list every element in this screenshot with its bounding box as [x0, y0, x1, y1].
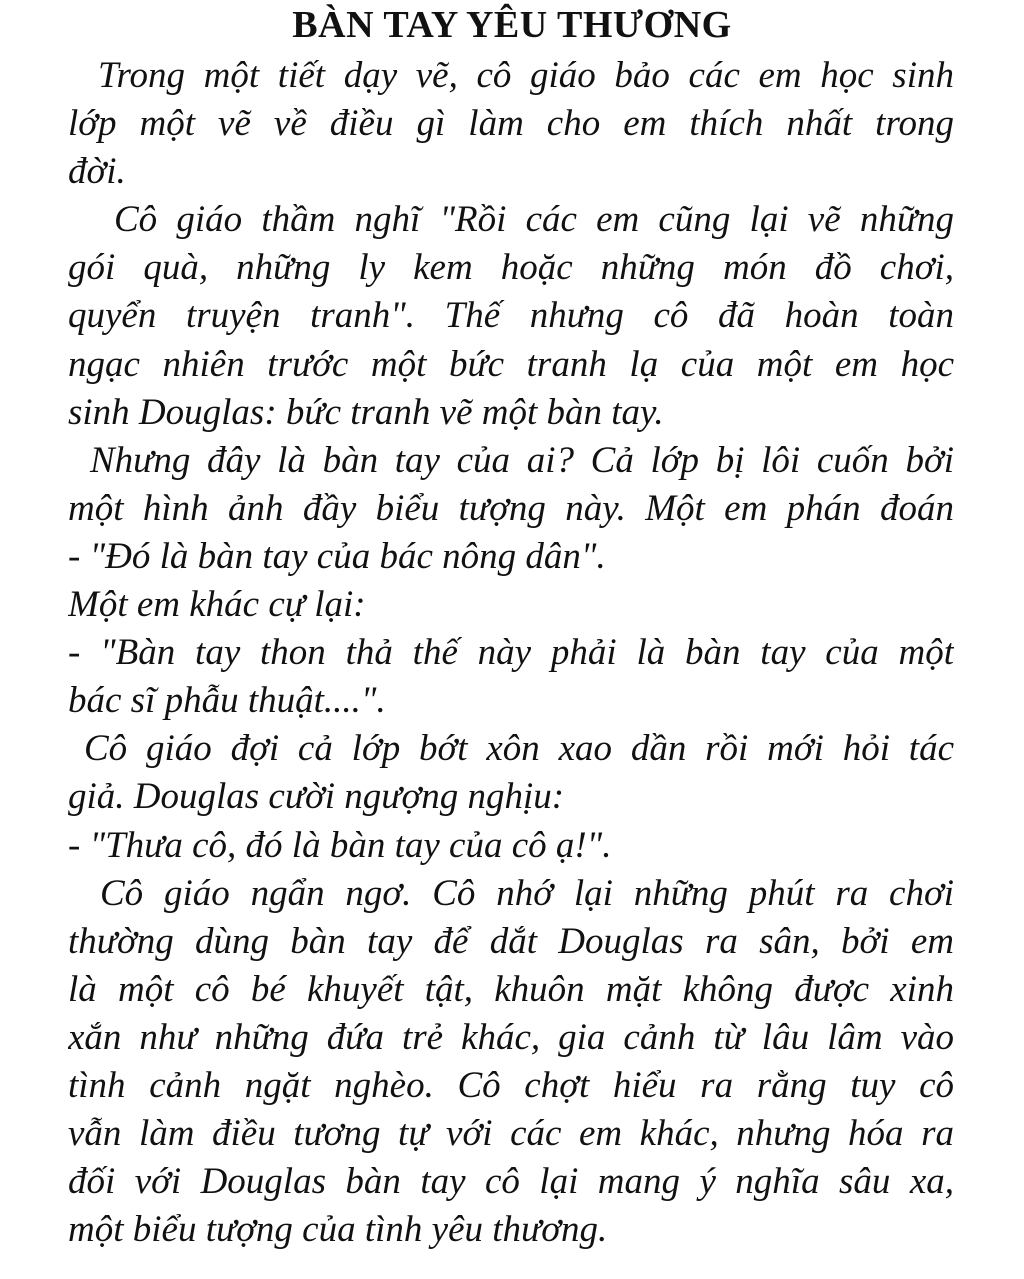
story-title: BÀN TAY YÊU THƯƠNG [292, 4, 732, 46]
text-line: ngạc nhiên trước một bức tranh lạ của một em học [68, 343, 954, 385]
text-line: Nhưng đây là bàn tay của ai? Cả lớp bị lôi cuốn bởi [90, 439, 954, 481]
text-line: bác sĩ phẫu thuật....". [68, 680, 386, 722]
text-line: Một em khác cự lại: [68, 584, 366, 626]
text-line: tình cảnh ngặt nghèo. Cô chợt hiểu ra rằng tuy cô [68, 1064, 954, 1106]
text-line: giả. Douglas cười ngượng nghịu: [68, 776, 565, 818]
cropped-next-line [440, 1272, 960, 1279]
text-line: gói quà, những ly kem hoặc những món đồ chơi, [68, 247, 954, 289]
text-line: vẫn làm điều tương tự với các em khác, nhưng hóa ra [68, 1113, 954, 1155]
text-line: - "Thưa cô, đó là bàn tay của cô ạ!". [68, 824, 612, 866]
text-line: quyển truyện tranh". Thế nhưng cô đã hoàn toàn [68, 295, 954, 337]
text-line: một biểu tượng của tình yêu thương. [68, 1209, 608, 1251]
text-line: một hình ảnh đầy biểu tượng này. Một em phán đoán [68, 487, 954, 529]
text-line: - "Bàn tay thon thả thế này phải là bàn tay của một [68, 632, 954, 674]
text-line: Cô giáo đợi cả lớp bớt xôn xao dần rồi mới hỏi tác [84, 728, 954, 770]
text-line: đời. [68, 151, 126, 193]
text-line: thường dùng bàn tay để dắt Douglas ra sân, bởi em [68, 920, 954, 962]
text-line: lớp một vẽ về điều gì làm cho em thích nhất trong [68, 103, 954, 145]
text-line: xắn như những đứa trẻ khác, gia cảnh từ lâu lâm vào [68, 1016, 954, 1058]
text-line: đối với Douglas bàn tay cô lại mang ý nghĩa sâu xa, [68, 1161, 954, 1203]
text-line: là một cô bé khuyết tật, khuôn mặt không được xinh [68, 968, 954, 1010]
text-line: Cô giáo ngẩn ngơ. Cô nhớ lại những phút ra chơi [100, 872, 954, 914]
text-line: sinh Douglas: bức tranh vẽ một bàn tay. [68, 391, 664, 433]
text-line: Trong một tiết dạy vẽ, cô giáo bảo các em học sinh [98, 55, 954, 96]
text-line: - "Đó là bàn tay của bác nông dân". [68, 535, 606, 577]
story-body [68, 52, 954, 1254]
text-line: Cô giáo thầm nghĩ "Rồi các em cũng lại vẽ những [114, 199, 954, 241]
